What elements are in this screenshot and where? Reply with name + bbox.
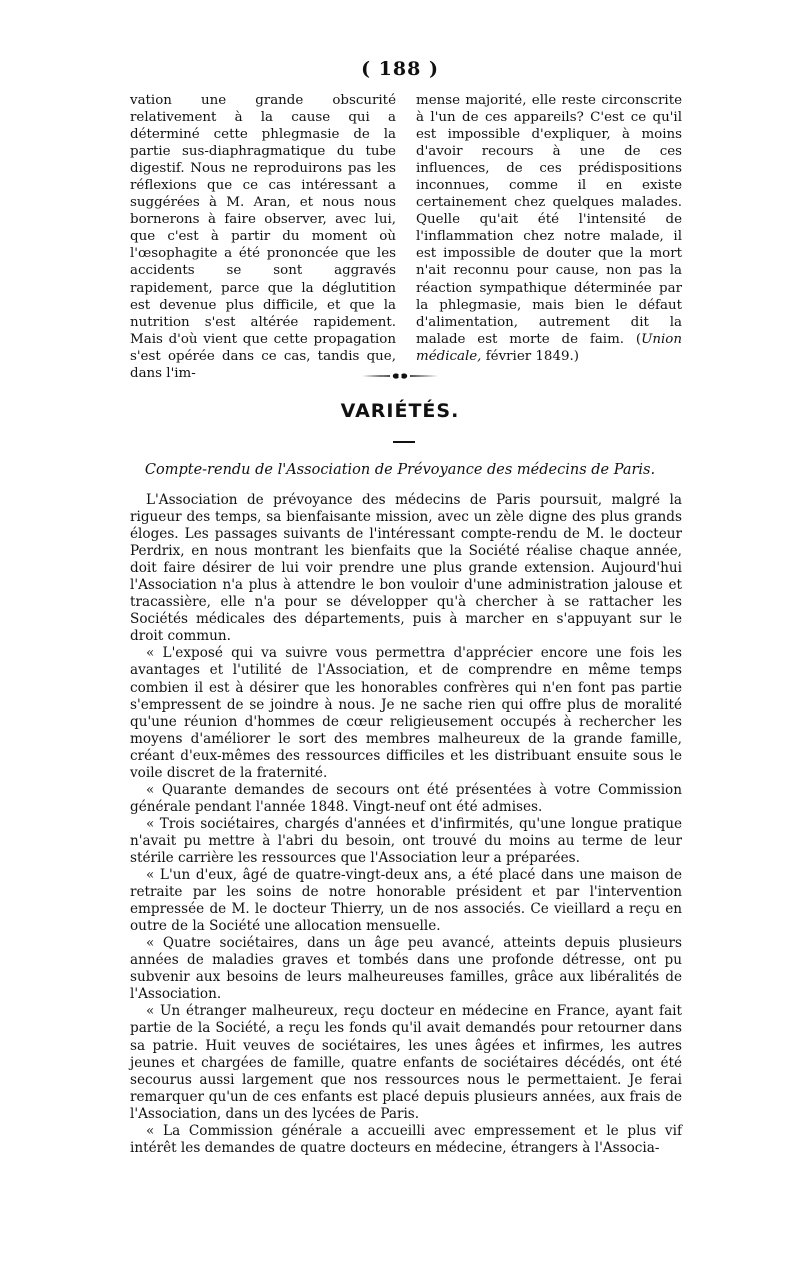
body-paragraph: « Quarante demandes de secours ont été présentées à votre Commission générale pendant l'année 1848. Vingt-neuf ont été admises. [130,781,682,815]
right-column [416,92,682,382]
body-paragraph: « La Commission générale a accueilli avec empressement et le plus vif intérêt les demandes de quatre docteurs en médecine, étrangers à l'Associa- [130,1122,682,1156]
body-paragraph: « L'exposé qui va suivre vous permettra d'apprécier encore une fois les avantages et l'utilité de l'Association, et de comprendre en même temps combien il est à désirer que les honorables confrères qui n'en font pas partie s'empressent de se joindre à nous. Je ne sache rien qui offre plus de moralité qu'une réunion d'hommes de cœur religieusement occupés à rechercher les moyens d'améliorer le sort des membres malheureux de la grande famille, créant d'eux-mêmes des ressources difficiles et les distribuant ensuite sous le voile discret de la fraternité. [130,645,682,781]
body-paragraph: « Quatre sociétaires, dans un âge peu avancé, atteints depuis plusieurs années de maladies graves et tombés dans une profonde détresse, ont pu subvenir aux besoins de leurs malheureuses familles, grâce aux libéralités de l'Association. [130,935,682,1003]
left-column-paragraph: vation une grande obscurité relativement à la cause qui a déterminé cette phlegmasie de la partie sus-diaphragmatique du tube digestif. Nous ne reproduirons pas les réflexions que ce cas intéressant a suggérées à M. Aran, et nous nous bornerons à faire observer, avec lui, que c'est à partir du moment où l'œsophagite a été prononcée que les accidents se sont aggravés rapidement, parce que la déglutition est devenue plus difficile, et que la nutrition s'est altérée rapidement. Mais d'où vient que cette propagation s'est opérée dans ce cas, tandis que, dans l'im- [130,93,396,381]
right-column-paragraph [416,92,682,365]
source-citation: Union médicale, [416,331,682,364]
two-column-text [130,92,682,382]
body-paragraph: « L'un d'eux, âgé de quatre-vingt-deux ans, a été placé dans une maison de retraite par les soins de notre honorable président et par l'intervention empressée de M. le docteur Thierry, un de nos associés. Ce vieillard a reçu en outre de la Société une allocation mensuelle. [130,867,682,935]
body-paragraph: « Un étranger malheureux, reçu docteur en médecine en France, ayant fait partie de la Société, a reçu les fonds qu'il avait demandés pour retourner dans sa patrie. Huit veuves de sociétaires, les unes âgées et infirmes, les autres jeunes et chargées de famille, quatre enfants de sociétaires décédés, ont été secourus aussi largement que nos ressources nous le permettaient. Je ferai remarquer qu'un de ces enfants est placé depuis plusieurs années, aux frais de l'Association, dans un des lycées de Paris. [130,1003,682,1122]
article-body [130,492,682,1157]
body-paragraph: « Trois sociétaires, chargés d'années et d'infirmités, qu'une longue pratique n'avait pu mettre à l'abri du besoin, ont trouvé du moins au terme de leur stérile carrière les ressources que l'Association leur a préparées. [130,815,682,866]
source-date: février 1849.) [481,348,579,364]
section-title: VARIÉTÉS. [340,400,460,422]
body-paragraph: L'Association de prévoyance des médecins de Paris poursuit, malgré la rigueur des temps, sa bienfaisante mission, avec un zèle digne des plus grands éloges. Les passages suivants de l'intéressant compte-rendu de M. le docteur Perdrix, en nous montrant les bienfaits que la Société réalise chaque année, doit faire désirer de lui voir prendre une plus grande extension. Aujourd'hui l'Association n'a plus à attendre le bon vouloir d'une administration jalouse et tracassière, elle n'a pour se développer qu'à chercher à se rattacher les Sociétés médicales des départements, puis à marcher en s'appuyant sur le droit commun. [130,492,682,645]
article-subtitle: Compte-rendu de l'Association de Prévoyance des médecins de Paris. [144,462,656,478]
left-column [130,92,396,382]
decorative-dash-ornament-icon [0,366,800,385]
ornament-svg [360,371,440,381]
right-column-text: mense majorité, elle reste circonscrite à l'un de ces appareils? C'est ce qu'il est impossible d'expliquer, à moins d'avoir recours à une de ces influences, de ces prédispositions inconnues, comme il en existe certainement chez quelques malades. Quelle qu'ait été l'intensité de l'inflammation chez notre malade, il est impossible de douter que la mort n'ait reconnu pour cause, non pas la réaction sympathique déterminée par la phlegmasie, mais bien le défaut d'alimentation, autrement dit la malade est morte de faim. ( [416,93,682,347]
title-divider [393,441,415,443]
page-number: ( 188 ) [361,58,439,80]
